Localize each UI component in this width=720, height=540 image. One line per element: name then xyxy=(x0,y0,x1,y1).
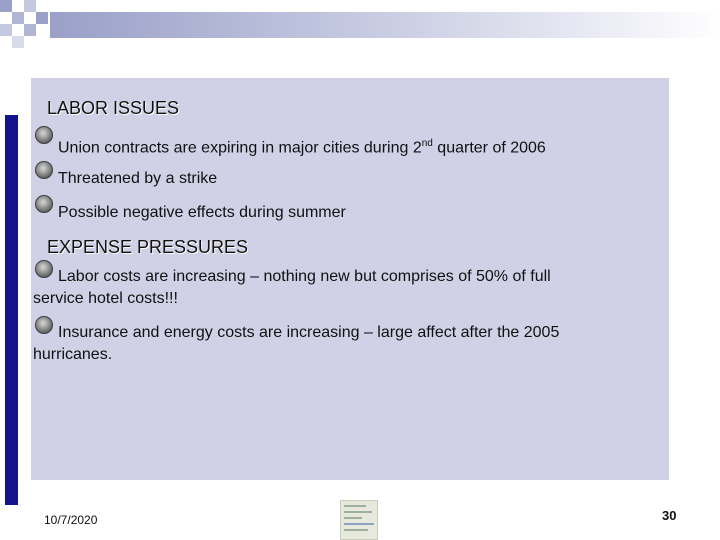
bullet-icon xyxy=(35,126,53,144)
page-number: 30 xyxy=(662,508,677,523)
bullet-strike: Threatened by a strike xyxy=(58,170,218,187)
heading-expense-pressures: EXPENSE PRESSURES xyxy=(47,237,249,257)
left-accent-bar xyxy=(5,115,18,505)
bullet-icon xyxy=(35,316,53,334)
footer-thumbnail-image xyxy=(340,500,378,540)
footer-date: 10/7/2020 xyxy=(44,513,98,527)
bullet-icon xyxy=(35,161,53,179)
title-gradient-band xyxy=(50,12,720,38)
bullet-labor-costs-line2: service hotel costs!!! xyxy=(33,290,178,307)
bullet-icon xyxy=(35,260,53,278)
bullet-negative-effects: Possible negative effects during summer xyxy=(58,204,346,221)
bullet-insurance-line2: hurricanes. xyxy=(33,346,113,363)
bullet-labor-costs-line1: Labor costs are increasing – nothing new but comprises of 50% of full xyxy=(58,268,551,285)
bullet-union-contracts: Union contracts are expiring in major cities during 2nd quarter of 2006 xyxy=(58,138,546,157)
bullet-icon xyxy=(35,195,53,213)
bullet-insurance-line1: Insurance and energy costs are increasing – large affect after the 2005 xyxy=(58,324,560,341)
heading-labor-issues: LABOR ISSUES xyxy=(47,98,180,118)
